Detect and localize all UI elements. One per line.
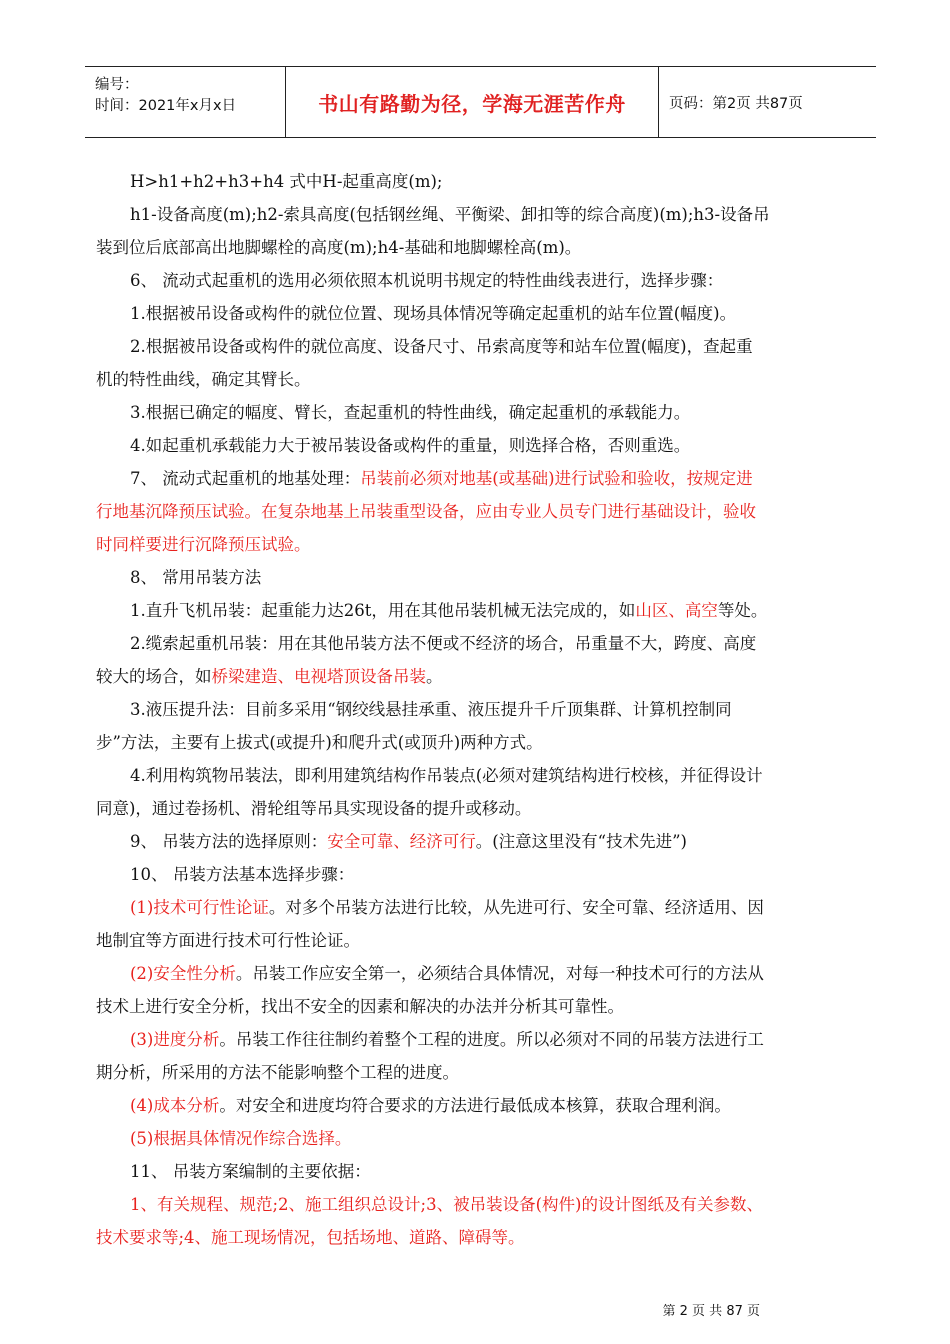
- highlighted-text: 安全可靠、经济可行: [327, 832, 476, 851]
- text-segment: 7、 流动式起重机的地基处理：: [130, 469, 361, 488]
- highlighted-text: (2)安全性分析: [130, 964, 236, 983]
- text-line: [96, 198, 871, 231]
- motto: 书山有路勤为径，学海无涯苦作舟: [318, 91, 626, 116]
- highlighted-text: (3)进度分析: [130, 1030, 220, 1049]
- text-segment: 。(注意这里没有“技术先进”): [475, 832, 687, 851]
- highlighted-text: (1)技术可行性论证: [130, 898, 269, 917]
- text-line: [96, 429, 871, 462]
- text-segment: 。吊装工作往往制约着整个工程的进度。所以必须对不同的吊装方法进行工: [219, 1030, 764, 1049]
- text-segment: 。对多个吊装方法进行比较，从先进可行、安全可靠、经济适用、因: [268, 898, 764, 917]
- text-line: [96, 561, 871, 594]
- document-header: [85, 66, 876, 138]
- highlighted-text: (5)根据具体情况作综合选择。: [130, 1129, 352, 1148]
- text-line: [96, 858, 871, 891]
- text-line: [96, 660, 871, 693]
- text-line: [96, 1056, 871, 1089]
- text-segment: 同意)，通过卷扬机、滑轮组等吊具实现设备的提升或移动。: [96, 799, 532, 818]
- text-segment: 。吊装工作应安全第一，必须结合具体情况，对每一种技术可行的方法从: [235, 964, 764, 983]
- text-line: [96, 891, 871, 924]
- highlighted-text: 时同样要进行沉降预压试验。: [96, 535, 311, 554]
- text-line: [96, 1188, 871, 1221]
- code-label: 编号：: [95, 77, 139, 93]
- text-line: [96, 462, 871, 495]
- text-line: [96, 759, 871, 792]
- text-segment: 。对安全和进度均符合要求的方法进行最低成本核算，获取合理利润。: [219, 1096, 731, 1115]
- highlighted-text: 行地基沉降预压试验。在复杂地基上吊装重型设备，应由专业人员专门进行基础设计，验收: [96, 502, 756, 521]
- header-page-cell: [659, 67, 876, 137]
- text-segment: 6、 流动式起重机的选用必须依照本机说明书规定的特性曲线表进行，选择步骤：: [130, 271, 724, 290]
- text-segment: 步”方法，主要有上拔式(或提升)和爬升式(或顶升)两种方式。: [96, 733, 543, 752]
- highlighted-text: 吊装前必须对地基(或基础)进行试验和验收，按规定进: [360, 469, 753, 488]
- page-label: 页码：第2页 共87页: [669, 95, 803, 112]
- text-line: [96, 1155, 871, 1188]
- text-line: [96, 792, 871, 825]
- text-segment: 装到位后底部高出地脚螺栓的高度(m);h4-基础和地脚螺栓高(m)。: [96, 238, 582, 257]
- text-segment: 技术上进行安全分析，找出不安全的因素和解决的办法并分析其可靠性。: [96, 997, 624, 1016]
- highlighted-text: 技术要求等;4、施工现场情况，包括场地、道路、障碍等。: [96, 1228, 525, 1247]
- text-segment: 4.如起重机承载能力大于被吊装设备或构件的重量，则选择合格，否则重选。: [130, 436, 691, 455]
- text-segment: 较大的场合，如: [96, 667, 212, 686]
- highlighted-text: 山区、高空: [635, 601, 718, 620]
- text-segment: 1.直升飞机吊装：起重能力达26t，用在其他吊装机械无法完成的，如: [130, 601, 636, 620]
- text-line: [96, 1221, 871, 1254]
- text-segment: 1.根据被吊设备或构件的就位位置、现场具体情况等确定起重机的站车位置(幅度)。: [130, 304, 737, 323]
- highlighted-text: (4)成本分析: [130, 1096, 220, 1115]
- text-line: [96, 363, 871, 396]
- text-line: [96, 1122, 871, 1155]
- text-line: [96, 594, 871, 627]
- text-segment: H>h1+h2+h3+h4 式中H-起重高度(m);: [130, 172, 443, 191]
- text-segment: 期分析，所采用的方法不能影响整个工程的进度。: [96, 1063, 459, 1082]
- text-line: [96, 231, 871, 264]
- text-segment: 11、 吊装方案编制的主要依据：: [130, 1162, 371, 1181]
- time-label: 时间：2021年x月x日: [95, 98, 237, 114]
- text-line: [96, 165, 871, 198]
- text-segment: 2.根据被吊设备或构件的就位高度、设备尺寸、吊索高度等和站车位置(幅度)，查起重: [130, 337, 753, 356]
- text-line: [96, 330, 871, 363]
- header-meta-cell: [85, 67, 285, 137]
- text-line: [96, 264, 871, 297]
- text-segment: 。: [426, 667, 443, 686]
- text-line: [96, 924, 871, 957]
- text-segment: 4.利用构筑物吊装法，即利用建筑结构作吊装点(必须对建筑结构进行校核，并征得设计: [130, 766, 763, 785]
- text-line: [96, 693, 871, 726]
- text-line: [96, 825, 871, 858]
- text-segment: 9、 吊装方法的选择原则：: [130, 832, 328, 851]
- text-segment: 地制宜等方面进行技术可行性论证。: [96, 931, 360, 950]
- highlighted-text: 桥梁建造、电视塔顶设备吊装: [211, 667, 426, 686]
- text-segment: 3.液压提升法：目前多采用“钢绞线悬挂承重、液压提升千斤顶集群、计算机控制同: [130, 700, 732, 719]
- highlighted-text: 1、有关规程、规范;2、施工组织总设计;3、被吊装设备(构件)的设计图纸及有关参数、: [130, 1195, 763, 1214]
- text-segment: 8、 常用吊装方法: [130, 568, 262, 587]
- text-line: [96, 627, 871, 660]
- text-line: [96, 1023, 871, 1056]
- text-segment: 等处。: [717, 601, 768, 620]
- text-line: [96, 396, 871, 429]
- text-segment: h1-设备高度(m);h2-索具高度(包括钢丝绳、平衡梁、卸扣等的综合高度)(m);h3-设备吊: [130, 205, 770, 224]
- header-motto-cell: [285, 67, 659, 137]
- text-segment: 机的特性曲线，确定其臂长。: [96, 370, 311, 389]
- text-segment: 10、 吊装方法基本选择步骤：: [130, 865, 355, 884]
- text-line: [96, 528, 871, 561]
- text-line: [96, 957, 871, 990]
- text-line: [96, 1089, 871, 1122]
- text-line: [96, 495, 871, 528]
- page-footer: 第 2 页 共 87 页: [662, 1304, 760, 1319]
- text-segment: 3.根据已确定的幅度、臂长，查起重机的特性曲线，确定起重机的承载能力。: [130, 403, 691, 422]
- text-line: [96, 990, 871, 1023]
- document-body: [96, 165, 871, 1254]
- text-line: [96, 726, 871, 759]
- text-line: [96, 297, 871, 330]
- text-segment: 2.缆索起重机吊装：用在其他吊装方法不便或不经济的场合，吊重量不大，跨度、高度: [130, 634, 757, 653]
